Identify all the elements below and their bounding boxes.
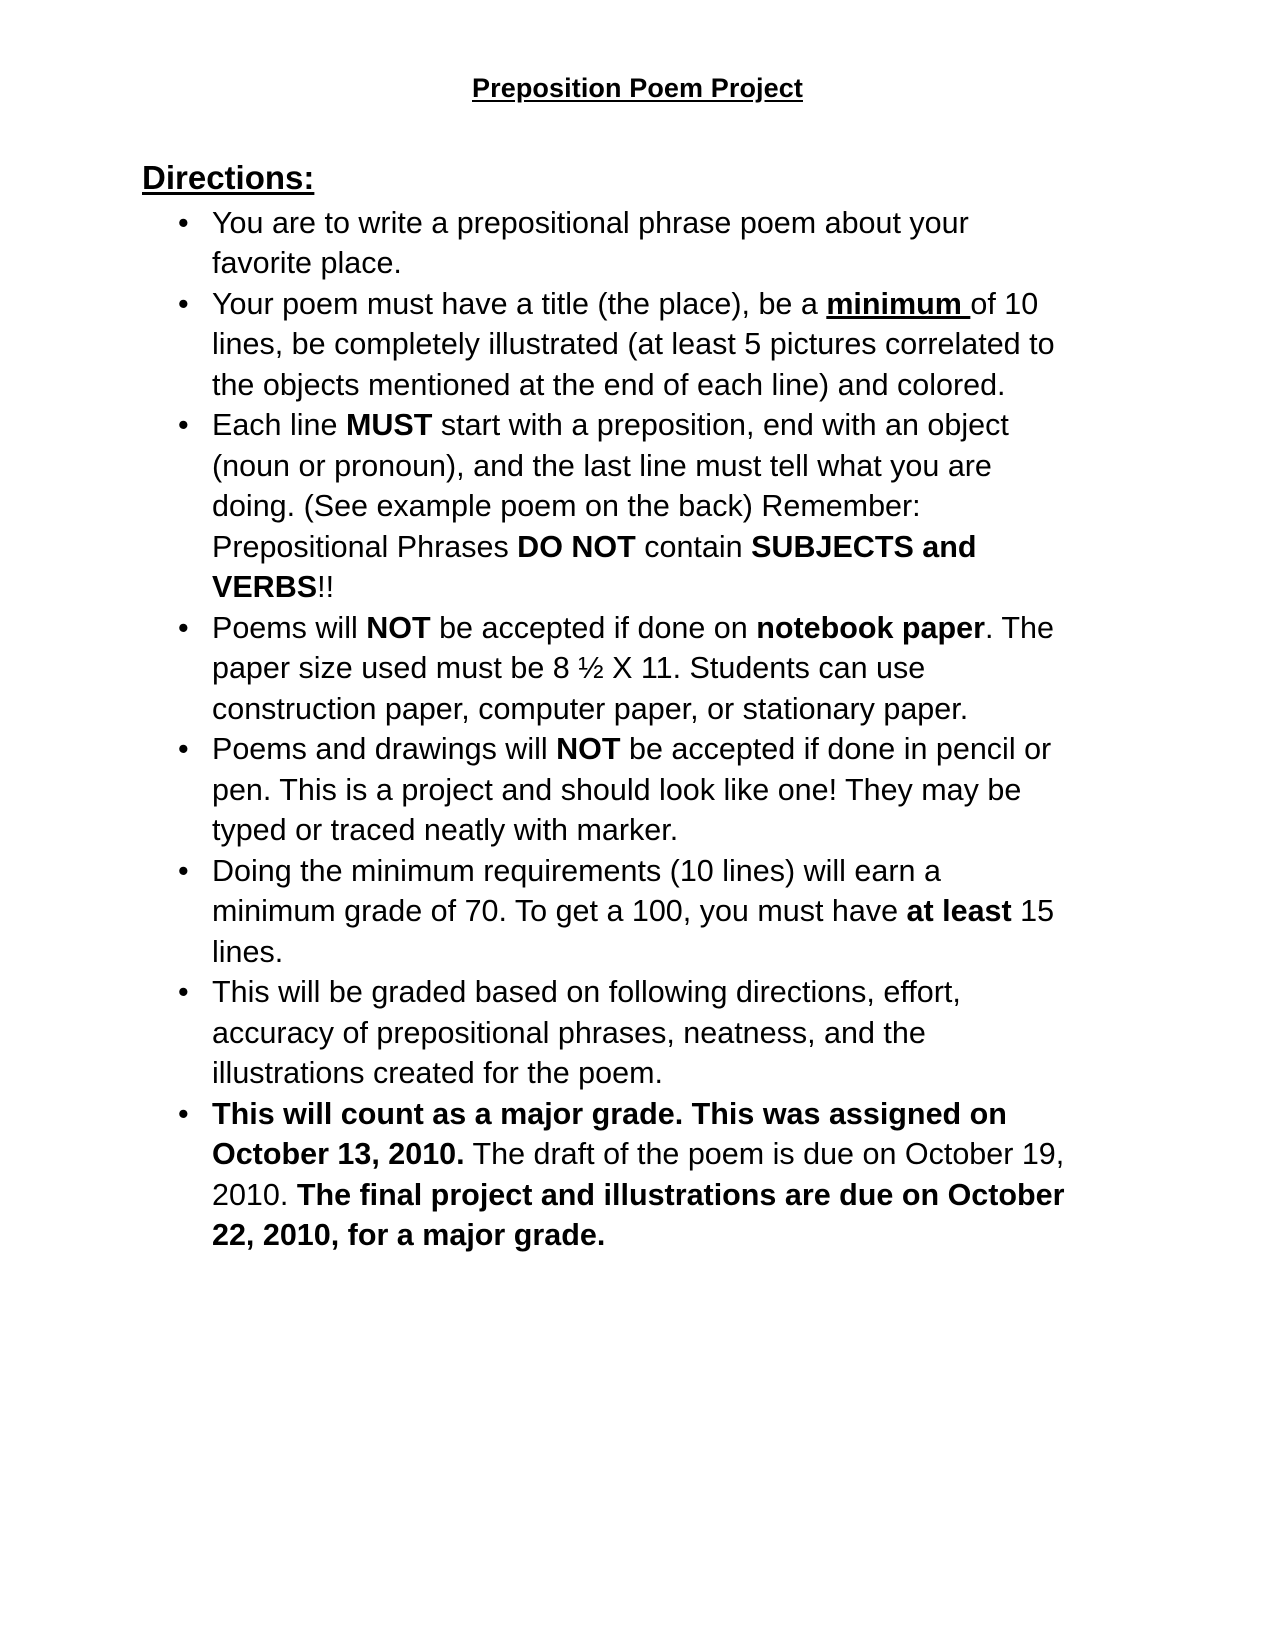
text-run: minimum bbox=[826, 286, 971, 321]
text-run: MUST bbox=[345, 408, 433, 443]
text-run: Each line bbox=[212, 408, 346, 443]
bullet-marker-icon: • bbox=[178, 853, 189, 888]
list-item bbox=[0, 284, 1275, 406]
list-item bbox=[0, 972, 1275, 1094]
text-run: SUBJECTS and VERBS bbox=[212, 529, 977, 605]
text-run: You are to write a prepositional phrase poem about your favorite place. bbox=[212, 205, 969, 281]
bullet-marker-icon: • bbox=[178, 610, 189, 645]
list-item bbox=[0, 1094, 1275, 1256]
text-run: Poems will bbox=[212, 610, 367, 645]
text-run: NOT bbox=[556, 732, 621, 767]
bullet-marker-icon: • bbox=[178, 408, 189, 443]
list-item bbox=[0, 851, 1275, 973]
text-run: NOT bbox=[366, 610, 431, 645]
directions-list bbox=[0, 203, 1275, 1256]
list-item bbox=[0, 729, 1275, 851]
text-run: Poems and drawings will bbox=[212, 732, 557, 767]
text-run: notebook paper bbox=[756, 610, 985, 645]
list-item bbox=[0, 608, 1275, 730]
list-item bbox=[0, 203, 1275, 284]
bullet-marker-icon: • bbox=[178, 205, 189, 240]
bullet-marker-icon: • bbox=[178, 732, 189, 767]
bullet-marker-icon: • bbox=[178, 286, 189, 321]
text-run: The draft of the poem is due on October 19, 2010. bbox=[212, 1137, 1065, 1212]
text-run: The final project and illustrations are due on October 22, 2010, for a major grade. bbox=[212, 1177, 1065, 1253]
bullet-marker-icon: • bbox=[178, 1096, 189, 1131]
list-item bbox=[0, 405, 1275, 608]
text-run: Doing the minimum requirements (10 lines) will earn a minimum grade of 70. To get a 100, you must have bbox=[212, 853, 941, 929]
directions-heading: Directions: bbox=[142, 159, 315, 197]
text-run: at least bbox=[906, 894, 1012, 929]
text-run: of 10 lines, be completely illustrated (at least 5 pictures correlated to the objects mentioned at the end of each line) and colored. bbox=[212, 286, 1055, 402]
text-run: be accepted if done in pencil or pen. This is a project and should look like one! They may be typed or traced neatly with marker. bbox=[212, 732, 1052, 848]
text-run: start with a preposition, end with an object (noun or pronoun), and the last line must tell what you are doing. (See example poem on the back) Remember: Prepositional Phrases bbox=[212, 408, 1009, 564]
text-run: . The paper size used must be 8 ½ X 11. Students can use construction paper, computer paper, or stationary paper. bbox=[212, 610, 1054, 726]
bullet-marker-icon: • bbox=[178, 975, 189, 1010]
text-run: contain bbox=[635, 529, 752, 564]
text-run: be accepted if done on bbox=[430, 610, 757, 645]
page-title: Preposition Poem Project bbox=[472, 73, 803, 103]
text-run: !! bbox=[317, 570, 335, 605]
text-run: This will count as a major grade. This was assigned on October 13, 2010. bbox=[212, 1096, 1007, 1172]
text-run: Your poem must have a title (the place), be a bbox=[212, 286, 827, 321]
text-run: This will be graded based on following directions, effort, accuracy of prepositional phrases, neatness, and the illustrations created for the poem. bbox=[212, 975, 961, 1091]
text-run: DO NOT bbox=[517, 529, 636, 564]
text-run: 15 lines. bbox=[212, 894, 1055, 969]
